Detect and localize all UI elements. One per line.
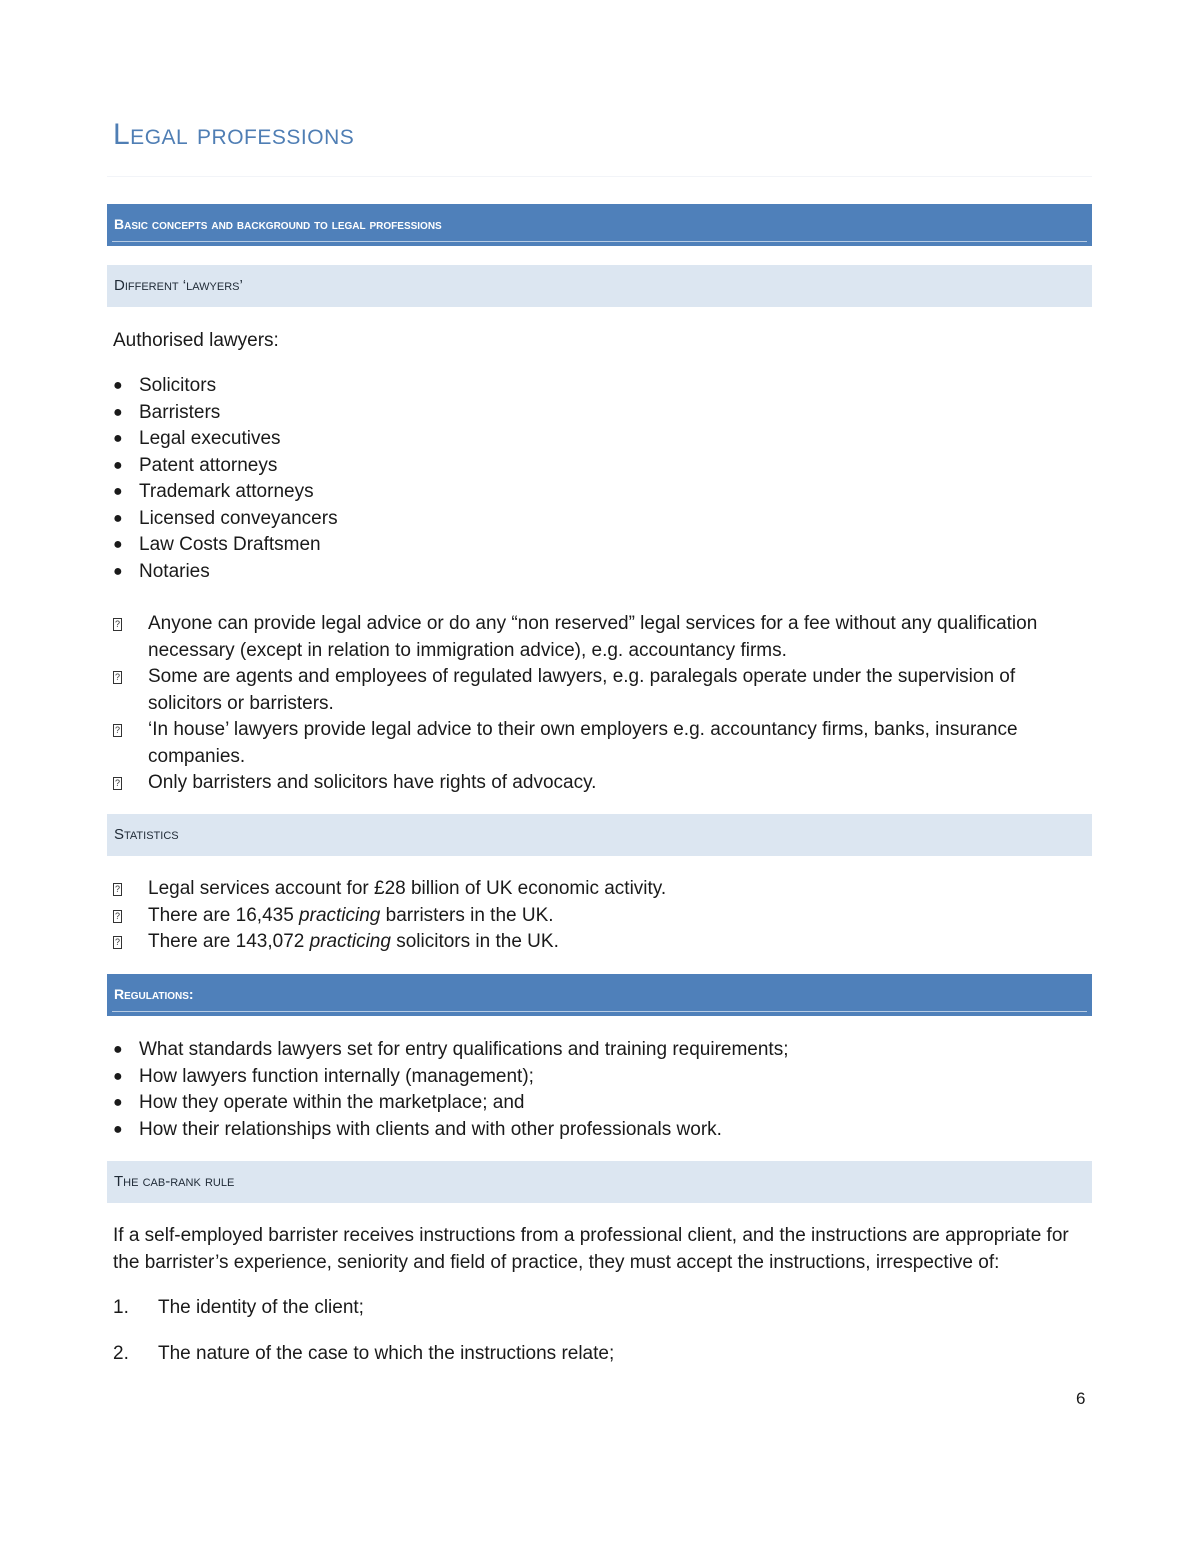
list-number: 2. bbox=[113, 1343, 129, 1364]
list-item: ● How they operate within the marketplace; and bbox=[113, 1090, 788, 1117]
stat-text: Legal services account for £28 billion of UK economic activity. bbox=[148, 878, 667, 899]
list-item bbox=[113, 1341, 614, 1368]
note-text: Only barristers and solicitors have rights of advocacy. bbox=[148, 772, 597, 793]
list-item: ● Patent attorneys bbox=[113, 453, 338, 480]
list-item bbox=[113, 929, 1093, 956]
cab-rank-list bbox=[113, 1295, 364, 1322]
authorised-lawyers-list bbox=[113, 373, 338, 585]
missing-glyph-icon: ? bbox=[114, 884, 120, 894]
section-heading-basic-concepts: Basic concepts and background to legal professions bbox=[107, 204, 1092, 246]
section-heading-regulations: Regulations: bbox=[107, 974, 1092, 1016]
title-divider bbox=[107, 176, 1092, 177]
list-item bbox=[113, 1295, 364, 1322]
list-item bbox=[113, 903, 1093, 930]
stat-text: There are 16,435 bbox=[148, 904, 300, 926]
list-item: ● How lawyers function internally (management); bbox=[113, 1064, 788, 1091]
list-text: The identity of the client; bbox=[158, 1297, 364, 1318]
statistics-list bbox=[113, 876, 1093, 956]
stat-text: solicitors in the UK. bbox=[390, 931, 559, 952]
list-item: ● Solicitors bbox=[113, 373, 338, 400]
missing-glyph-icon: ? bbox=[114, 672, 120, 682]
cab-rank-paragraph: If a self-employed barrister receives instructions from a professional client, and the instructions are appropriate for the barrister’s experience, seniority and field of practice, they must accept the instructions, irrespective of: bbox=[113, 1225, 1069, 1273]
list-item: ● How their relationships with clients and with other professionals work. bbox=[113, 1117, 788, 1144]
note-text: Anyone can provide legal advice or do any “non reserved” legal services for a fee without any qualification necessary (except in relation to immigration advice), e.g. accountancy firms. bbox=[148, 613, 1038, 661]
authorised-lawyers-intro: Authorised lawyers: bbox=[113, 330, 279, 351]
stat-emphasis: practicing bbox=[299, 904, 381, 926]
list-item: ● Law Costs Draftsmen bbox=[113, 532, 338, 559]
list-item bbox=[113, 611, 1093, 664]
page-title: Legal professions bbox=[113, 118, 355, 151]
list-text: The nature of the case to which the instructions relate; bbox=[158, 1343, 615, 1364]
subsection-heading-statistics: Statistics bbox=[107, 814, 1092, 856]
list-item bbox=[113, 717, 1093, 770]
list-item bbox=[113, 664, 1093, 717]
subsection-heading-different-lawyers: Different ‘lawyers’ bbox=[107, 265, 1092, 307]
list-item: ● What standards lawyers set for entry qualifications and training requirements; bbox=[113, 1037, 788, 1064]
subsection-heading-cab-rank-rule: The cab-rank rule bbox=[107, 1161, 1092, 1203]
list-item bbox=[113, 770, 1093, 797]
list-item: ● Legal executives bbox=[113, 426, 338, 453]
note-text: Some are agents and employees of regulated lawyers, e.g. paralegals operate under the supervision of solicitors or barristers. bbox=[148, 666, 1016, 714]
stat-text: barristers in the UK. bbox=[380, 904, 554, 926]
list-item bbox=[113, 876, 1093, 903]
missing-glyph-icon: ? bbox=[114, 778, 120, 788]
missing-glyph-icon: ? bbox=[114, 910, 120, 921]
missing-glyph-icon: ? bbox=[114, 619, 120, 629]
stat-emphasis: practicing bbox=[309, 931, 391, 952]
list-item: ● Licensed conveyancers bbox=[113, 506, 338, 533]
stat-text: There are 143,072 bbox=[148, 931, 310, 952]
list-number: 1. bbox=[113, 1297, 129, 1318]
list-item: ● Trademark attorneys bbox=[113, 479, 338, 506]
note-text: ‘In house’ lawyers provide legal advice to their own employers e.g. accountancy firms, banks, insurance companies. bbox=[148, 719, 1018, 767]
missing-glyph-icon: ? bbox=[114, 937, 120, 947]
list-item: ● Barristers bbox=[113, 400, 338, 427]
page-number: 6 bbox=[1076, 1389, 1086, 1408]
list-item: ● Notaries bbox=[113, 559, 338, 586]
missing-glyph-icon: ? bbox=[114, 725, 120, 735]
lawyers-notes-list bbox=[113, 611, 1093, 797]
cab-rank-list-continued bbox=[113, 1341, 614, 1368]
regulations-list bbox=[113, 1037, 788, 1143]
